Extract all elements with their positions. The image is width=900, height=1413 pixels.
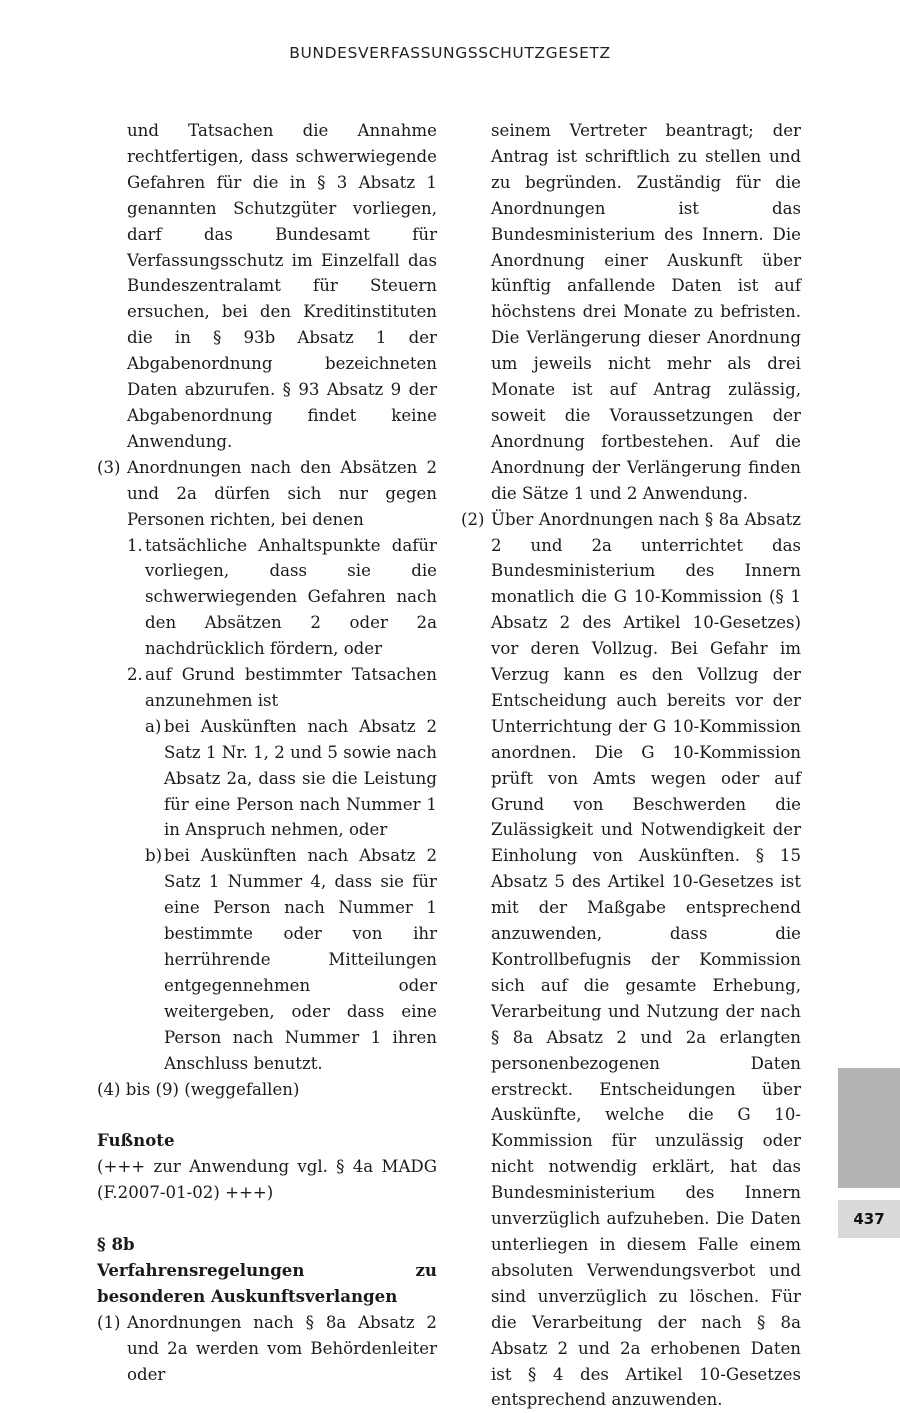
list-marker: a) <box>145 716 162 736</box>
running-header: BUNDESVERFASSUNGSSCHUTZGESETZ <box>289 44 611 62</box>
list-marker: b) <box>145 846 163 866</box>
subsection-marker: (3) <box>97 457 121 477</box>
thumb-index-tab <box>838 1068 900 1188</box>
subsection-text: Anordnungen nach den Absätzen 2 und 2a dürfen sich nur gegen Personen richten, bei denen <box>127 457 437 529</box>
subsection-4-9: (4) bis (9) (weggefallen) <box>97 1079 300 1099</box>
footnote-heading: Fußnote <box>97 1130 175 1151</box>
list-item-a <box>145 714 437 844</box>
subsection-1 <box>97 1310 437 1388</box>
list-marker: 1. <box>127 535 143 555</box>
subsection-2 <box>461 507 801 1413</box>
subsection-marker: (2) <box>461 509 485 529</box>
list-text: auf Grund bestimmter Tatsachen anzunehmen ist <box>145 665 437 710</box>
subsection-text: Über Anordnungen nach § 8a Absatz 2 und 2a unterrichtet das Bundesministerium des Innern monatlich die G 10-Kommission (§ 1 Absatz 2 des Artikel 10-Gesetzes) vor deren Vollzug. Bei Gefahr im Verzug kann es den Vollzug der Entscheidung auch bereits vor der Unterrichtung der G 10-Kommission anordnen. Die G 10-Kommission prüft von Amts wegen oder auf Grund von Beschwerden die Zulässigkeit und Notwendigkeit der Einholung von Auskünften. § 15 Absatz 5 des Artikel 10-Gesetzes ist mit der Maßgabe entsprechend anzuwenden, dass die Kontrollbefugnis der Kommission sich auf die gesamte Erhebung, Verarbeitung und Nutzung der nach § 8a Absatz 2 und 2a erlangten personenbezogenen Daten erstreckt. Entscheidungen über Auskünfte, welche die G 10-Kommission für unzulässig oder nicht notwendig erklärt, hat das Bundesministerium des Innern unverzüglich aufzuheben. Die Daten unterliegen in diesem Falle einem absoluten Verwendungsverbot und sind unverzüglich zu löschen. Für die Verarbeitung der nach § 8a Absatz 2 und 2a erhobenen Daten ist § 4 des Artikel 10-Gesetzes entsprechend anzuwenden. <box>491 509 801 1410</box>
list-marker: 2. <box>127 665 143 685</box>
section-title: Verfahrensregelungen zu besonderen Auskunftsverlangen <box>97 1260 437 1306</box>
list-item-b <box>145 843 437 1076</box>
subsection-text: Anordnungen nach § 8a Absatz 2 und 2a werden vom Behördenleiter oder <box>127 1312 437 1384</box>
left-column <box>97 118 437 1388</box>
list-text: tatsächliche Anhaltspunkte dafür vorliegen, dass sie die schwerwiegenden Gefahren nach den Absätzen 2 oder 2a nachdrücklich fördern, oder <box>145 535 437 659</box>
list-text: bei Auskünften nach Absatz 2 Satz 1 Nr. 1, 2 und 5 sowie nach Absatz 2a, dass sie die Leistung für eine Person nach Nummer 1 in Anspruch nehmen, oder <box>164 716 437 840</box>
paragraph-continuation: seinem Vertreter beantragt; der Antrag ist schriftlich zu stellen und zu begründen. Zuständig für die Anordnungen ist das Bundesministerium des Innern. Die Anordnung einer Auskunft über künftig anfallende Daten ist auf höchstens drei Monate zu befristen. Die Verlängerung dieser Anordnung um jeweils nicht mehr als drei Monate ist auf Antrag zulässig, soweit die Voraussetzungen der Anordnung fortbestehen. Auf die Anordnung der Verlängerung finden die Sätze 1 und 2 Anwendung. <box>491 121 801 503</box>
page-number: 437 <box>838 1200 900 1238</box>
list-item-2 <box>127 662 437 714</box>
list-text: bei Auskünften nach Absatz 2 Satz 1 Nummer 4, dass sie für eine Person nach Nummer 1 bestimmte oder von ihr herrührende Mitteilungen entgegennehmen oder weitergeben, oder dass eine Person nach Nummer 1 ihren Anschluss benutzt. <box>164 846 437 1073</box>
subsection-3 <box>97 455 437 533</box>
section-number: § 8b <box>97 1234 135 1255</box>
footnote-text: (+++ zur Anwendung vgl. § 4a MADG (F.2007-01-02) +++) <box>97 1157 437 1203</box>
subsection-marker: (1) <box>97 1312 121 1332</box>
paragraph-continuation: und Tatsachen die Annahme rechtfertigen, dass schwerwiegende Gefahren für die in § 3 Absatz 1 genannten Schutzgüter vorliegen, darf das Bundesamt für Verfassungsschutz im Einzelfall das Bundeszentralamt für Steuern ersuchen, bei den Kreditinstituten die in § 93b Absatz 1 der Abgabenordnung bezeichneten Daten abzurufen. § 93 Absatz 9 der Abgabenordnung findet keine Anwendung. <box>127 121 437 451</box>
right-column <box>461 118 801 1413</box>
list-item-1 <box>127 533 437 663</box>
